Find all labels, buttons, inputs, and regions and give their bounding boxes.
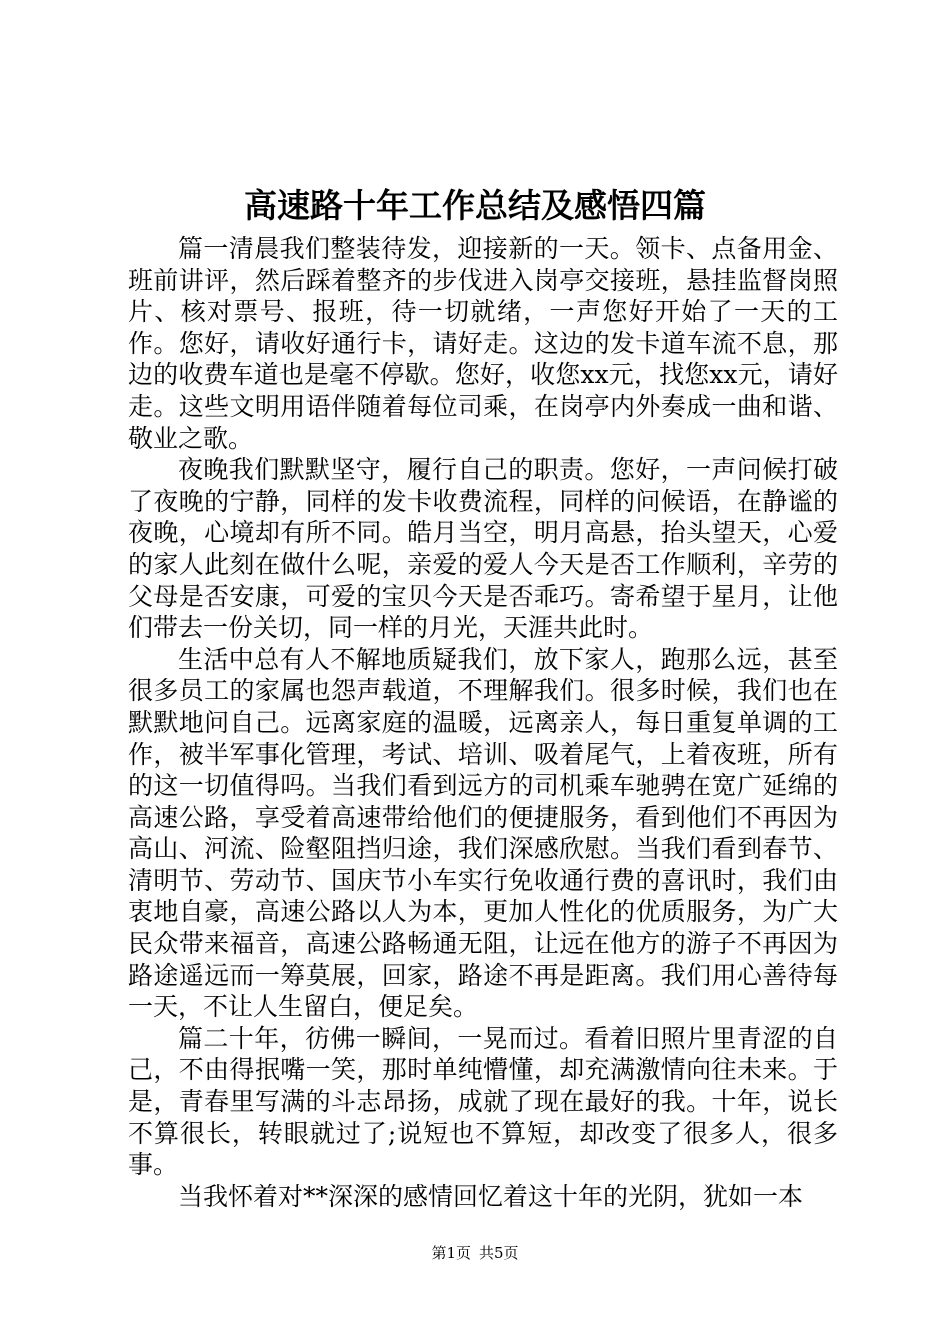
- document-title: 高速路十年工作总结及感悟四篇: [244, 186, 706, 225]
- page-total: 共5页: [479, 1244, 519, 1262]
- paragraph: 篇二十年，彷佛一瞬间，一晃而过。看着旧照片里青涩的自己，不由得抿嘴一笑，那时单纯懵懂，却充满激情向往未来。于是，青春里写满的斗志昂扬，成就了现在最好的我。十年，说长不算很长，转眼就过了;说短也不算短，却改变了很多人，很多事。: [128, 1023, 838, 1180]
- paragraph: 夜晚我们默默坚守，履行自己的职责。您好，一声问候打破了夜晚的宁静，同样的发卡收费流程，同样的问候语，在静谧的夜晚，心境却有所不同。皓月当空，明月高悬，抬头望天，心爱的家人此刻在做什么呢，亲爱的爱人今天是否工作顺利，辛劳的父母是否安康，可爱的宝贝今天是否乖巧。寄希望于星月，让他们带去一份关切，同一样的月光，天涯共此时。: [128, 455, 838, 643]
- paragraph: 生活中总有人不解地质疑我们，放下家人，跑那么远，甚至很多员工的家属也怨声载道，不理解我们。很多时候，我们也在默默地问自己。远离家庭的温暖，远离亲人，每日重复单调的工作，被半军事化管理，考试、培训、吸着尾气，上着夜班，所有的这一切值得吗。当我们看到远方的司机乘车驰骋在宽广延绵的高速公路，享受着高速带给他们的便捷服务，看到他们不再因为高山、河流、险壑阻挡归途，我们深感欣慰。当我们看到春节、清明节、劳动节、国庆节小车实行免收通行费的喜讯时，我们由衷地自豪，高速公路以人为本，更加人性化的优质服务，为广大民众带来福音，高速公路畅通无阻，让远在他方的游子不再因为路途遥远而一筹莫展，回家，路途不再是距离。我们用心善待每一天，不让人生留白，便足矣。: [128, 644, 838, 1022]
- document-body: [128, 233, 838, 1212]
- paragraph: 当我怀着对**深深的感情回忆着这十年的光阴，犹如一本: [178, 1181, 804, 1211]
- paragraph: 篇一清晨我们整装待发，迎接新的一天。领卡、点备用金、班前讲评，然后踩着整齐的步伐进入岗亭交接班，悬挂监督岗照片、核对票号、报班，待一切就绪，一声您好开始了一天的工作。您好，请收好通行卡，请好走。这边的发卡道车流不息，那边的收费车道也是毫不停歇。您好，收您xx元，找您xx元，请好走。这些文明用语伴随着每位司乘，在岗亭内外奏成一曲和谐、敬业之歌。: [128, 234, 838, 453]
- page-footer: [0, 1243, 950, 1263]
- page-number: 第1页: [431, 1244, 471, 1262]
